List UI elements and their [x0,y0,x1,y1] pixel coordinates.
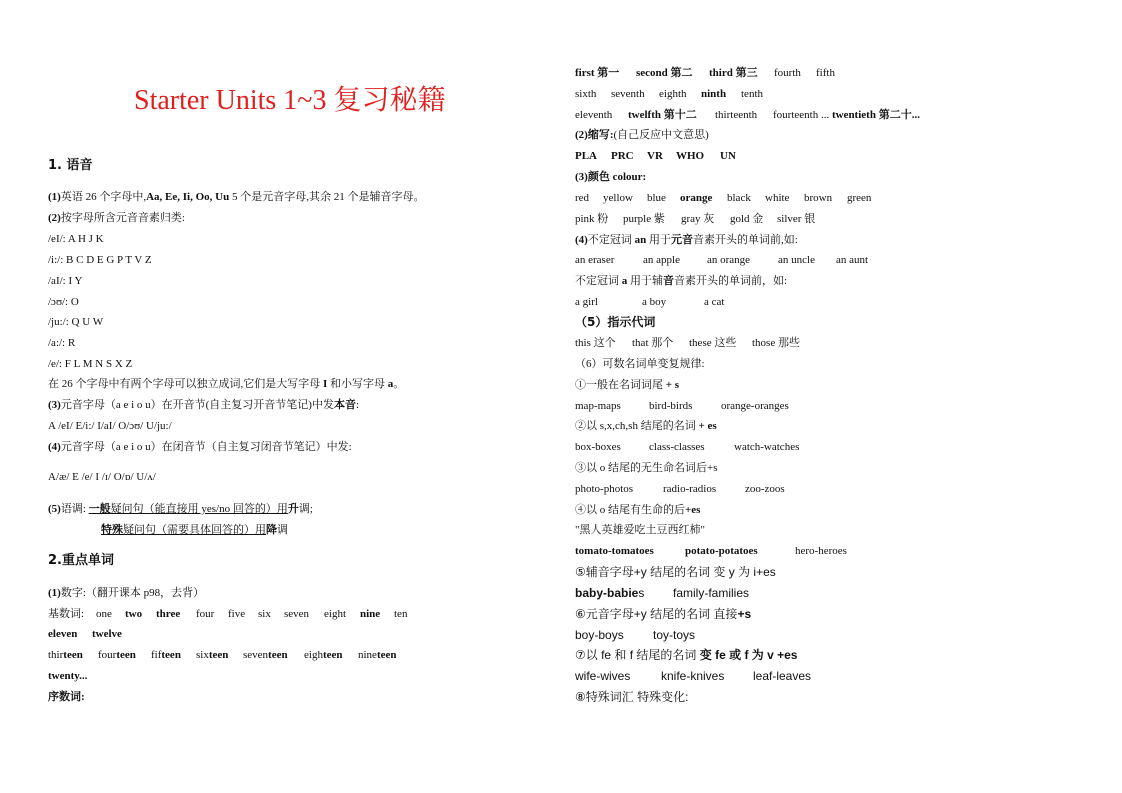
line-text: 语调: [60,503,89,515]
word: white [765,192,790,204]
demonstrative-heading: （5）指示代词 [575,315,656,329]
emphasis: 元音 [670,234,693,246]
word-stem: thir [48,649,64,661]
closed-syllable-line [48,440,352,454]
word: an aunt [836,254,869,266]
word: fifth [816,67,835,79]
open-syllable-line [48,398,359,412]
word: eight [324,608,346,620]
twenty-line: twenty... [48,670,88,682]
letter-I: I [323,378,328,390]
word: sixth [575,88,597,100]
item-number: (4) [575,234,588,246]
line-text: 疑问句（能直接用 yes/no 回答的）用 [110,503,288,515]
word: first [575,67,595,79]
letter-a: a [387,378,394,390]
word: an apple [643,254,680,266]
word: tomato-tomatoes [575,545,654,557]
word: fourth [774,67,801,79]
word: VR [647,150,663,162]
emphasis: 本音 [333,399,356,411]
word: green [847,192,872,204]
line-text: 调 [277,524,288,536]
word: eighth [659,88,687,100]
plural-rule-3: ③以 o 结尾的无生命名词后+s [575,462,718,474]
item-number: (3) [48,399,61,411]
word-suffix: teen [376,649,397,661]
word: six [258,608,271,620]
word: this 这个 [575,337,616,349]
emphasis: 降 [266,524,277,536]
plural-rule-8: ⑧特殊词汇 特殊变化: [575,690,689,704]
emphasis: + es [698,420,717,432]
word: fourteenth ... [773,109,832,121]
word-suffix: teen [116,649,136,661]
word: twentieth 第二十... [831,109,920,121]
word: UN [720,150,736,162]
line-text: 不定冠词 [575,275,622,287]
word: that 那个 [632,337,674,349]
word: hero-heroes [795,545,847,557]
phonetic-row: /aI/: I Y [48,275,83,287]
closed-syllable-sounds: A/æ/ E /e/ I /ɪ/ O/ɒ/ U/ʌ/ [48,471,156,483]
word-stem: four [98,649,117,661]
word: gray 灰 [681,213,715,225]
colour-heading: (3)颜色 colour: [575,171,647,183]
line-text: 数字:（翻开课本 p98，去背） [60,587,205,599]
line-text: 用于 [646,234,671,246]
emphasis: 音 [663,275,674,287]
article-a-line [575,274,787,288]
word-stem: fif [151,649,162,661]
word: an uncle [778,254,815,266]
line-text: 音素开头的单词前，如: [674,275,788,287]
line-text: 按字母所含元音音素归类: [60,212,185,224]
word: class-classes [649,441,705,453]
word: an eraser [575,254,615,266]
line-text: 音素开头的单词前,如: [692,234,798,246]
emphasis: +es [685,504,701,516]
item-number: (1) [48,587,61,599]
word: ten [394,608,408,620]
word-stem: nine [358,649,377,661]
word: boy-boys [575,628,624,642]
word-stem: seven [243,649,269,661]
item-number: (4) [48,441,61,453]
word: s [638,586,645,600]
word: map-maps [575,400,621,412]
word: bird-birds [649,400,693,412]
word: two [125,608,143,620]
plural-rule-1 [575,378,679,392]
intonation-line [48,502,313,516]
line-text: 疑问句（需要具体回答的）用 [123,524,266,536]
word: an orange [707,254,751,266]
phonetic-row: /eI/: A H J K [48,233,104,245]
word: one [96,608,112,620]
open-syllable-sounds: A /eI/ E/i:/ I/aI/ O/ɔʊ/ U/ju:/ [48,420,172,432]
phonetic-row: /ju:/: Q U W [48,316,104,328]
word: baby-babie [575,586,639,600]
word: box-boxes [575,441,621,453]
word: twelve [92,628,122,640]
mnemonic-line: "黑人英雄爱吃土豆西红柿" [575,524,705,536]
item-number: (2) [48,212,61,224]
line-text: 不定冠词 [587,234,635,246]
single-letter-words-line [48,377,404,391]
plural-rule-2 [575,419,717,433]
word: yellow [603,192,633,204]
emphasis: 一般 [88,503,111,515]
word: WHO [676,150,705,162]
word: a cat [704,296,725,308]
word: five [228,608,246,620]
emphasis: a [621,275,628,287]
word-suffix: teen [208,649,229,661]
article-an-line [575,233,798,247]
line-text: 和小写字母 [327,378,388,390]
line-text: 5 个是元音字母,其余 21 个是辅音字母。 [229,191,425,203]
word-suffix: teen [161,649,181,661]
word: nine [360,608,381,620]
word: toy-toys [653,628,696,642]
plural-rule-7 [575,648,797,662]
word: second [636,67,668,79]
word: watch-watches [734,441,800,453]
word: eleven [48,628,78,640]
word: knife-knives [661,669,725,683]
line-text: 调; [298,503,313,515]
item-heading: (2)缩写: [575,129,614,141]
page-title: Starter Units 1~3 复习秘籍 [134,85,446,116]
word-suffix: teen [268,649,288,661]
plural-heading: （6）可数名词单变复规律: [575,358,705,370]
plural-examples-5 [575,586,750,600]
cardinal-line-2 [48,627,122,641]
word: pink 粉 [575,213,609,225]
line-text: ②以 s,x,ch,sh 结尾的名词 [575,420,699,432]
word: black [727,192,751,204]
plural-rule-5: ⑤辅音字母+y 结尾的名词 变 y 为 i+es [575,565,776,579]
word: potato-potatoes [685,545,758,557]
word-suffix: teen [63,649,83,661]
word: three [156,608,181,620]
emphasis: 特殊 [101,524,123,536]
word: orange-oranges [721,400,789,412]
word: a boy [642,296,667,308]
word-gloss: 第二 [667,67,693,79]
word: gold 金 [730,213,764,225]
word: ninth [701,88,727,100]
word-stem: eigh [304,649,323,661]
phonetic-row: /a:/: R [48,337,76,349]
emphasis: an [634,234,647,246]
line-text: 英语 26 个字母中, [60,191,147,203]
emphasis: + s [665,379,680,391]
phonetic-row: /i:/: B C D E G P T V Z [48,254,152,266]
emphasis: 变 fe 或 f 为 v +es [699,648,798,662]
abbreviation-heading [575,128,709,142]
numbers-line [48,586,204,600]
word: seventh [611,88,645,100]
line-text: ⑥元音字母+y 结尾的名词 直接 [575,607,738,621]
word: silver 银 [777,213,816,225]
line-text: 元音字母（a e i o u）在开音节(自主复习开音节笔记)中发 [60,399,334,411]
word: tenth [741,88,763,100]
ordinal-label: 序数词: [48,691,85,703]
item-number: (5) [48,503,61,515]
word: those 那些 [752,337,800,349]
word: twelfth 第十二 [628,109,697,121]
phonetic-row: /ɔʊ/: O [48,296,79,308]
classify-line [48,211,185,225]
word: orange [680,192,713,204]
word: four [196,608,215,620]
word: zoo-zoos [745,483,785,495]
phonetic-row: /e/: F L M N S X Z [48,358,133,370]
word: seven [284,608,310,620]
word: family-families [673,586,750,600]
vowel-letters: Aa, Ee, Ii, Oo, Uu [146,191,230,203]
line-label: 基数词: [48,608,85,620]
word: brown [804,192,833,204]
plural-rule-6 [575,607,751,621]
word: photo-photos [575,483,634,495]
line-text: 元音字母（a e i o u）在闭音节（自主复习闭音节笔记）中发: [60,441,352,453]
word-gloss: 第三 [732,67,758,79]
word: blue [647,192,666,204]
word-gloss: 第一 [594,67,620,79]
line-text: 。 [393,378,405,390]
word: PRC [611,150,634,162]
word: PLA [575,150,597,162]
line-text: 在 26 个字母中有两个字母可以独立成词,它们是大写字母 [48,378,323,390]
word: eleventh [575,109,613,121]
word: leaf-leaves [753,669,812,683]
line-text: : [355,399,360,411]
line-text: 用于辅 [627,275,663,287]
word: wife-wives [575,669,631,683]
emphasis: 升 [287,503,299,515]
word: third [709,67,733,79]
item-number: (1) [48,191,61,203]
word: purple 紫 [623,213,665,225]
line-text: (自己反应中文意思) [613,129,709,141]
word: thirteenth [715,109,758,121]
vowel-intro-line [48,190,424,204]
word: radio-radios [663,483,717,495]
section-1-heading: 1. 语音 [48,158,93,173]
intonation-line-2 [101,523,288,537]
plural-rule-4 [575,503,700,517]
word: these 这些 [689,337,737,349]
section-2-heading: 2.重点单词 [48,553,114,568]
word-suffix: teen [322,649,343,661]
word: red [575,192,590,204]
emphasis: +s [737,607,752,621]
line-text: ⑦以 fe 和 f 结尾的名词 [575,648,700,662]
cardinal-line [48,607,408,621]
line-text: ④以 o 结尾有生命的后 [575,504,685,516]
word-stem: six [196,649,209,661]
word: a girl [575,296,598,308]
line-text: ①一般在名词词尾 [575,379,666,391]
